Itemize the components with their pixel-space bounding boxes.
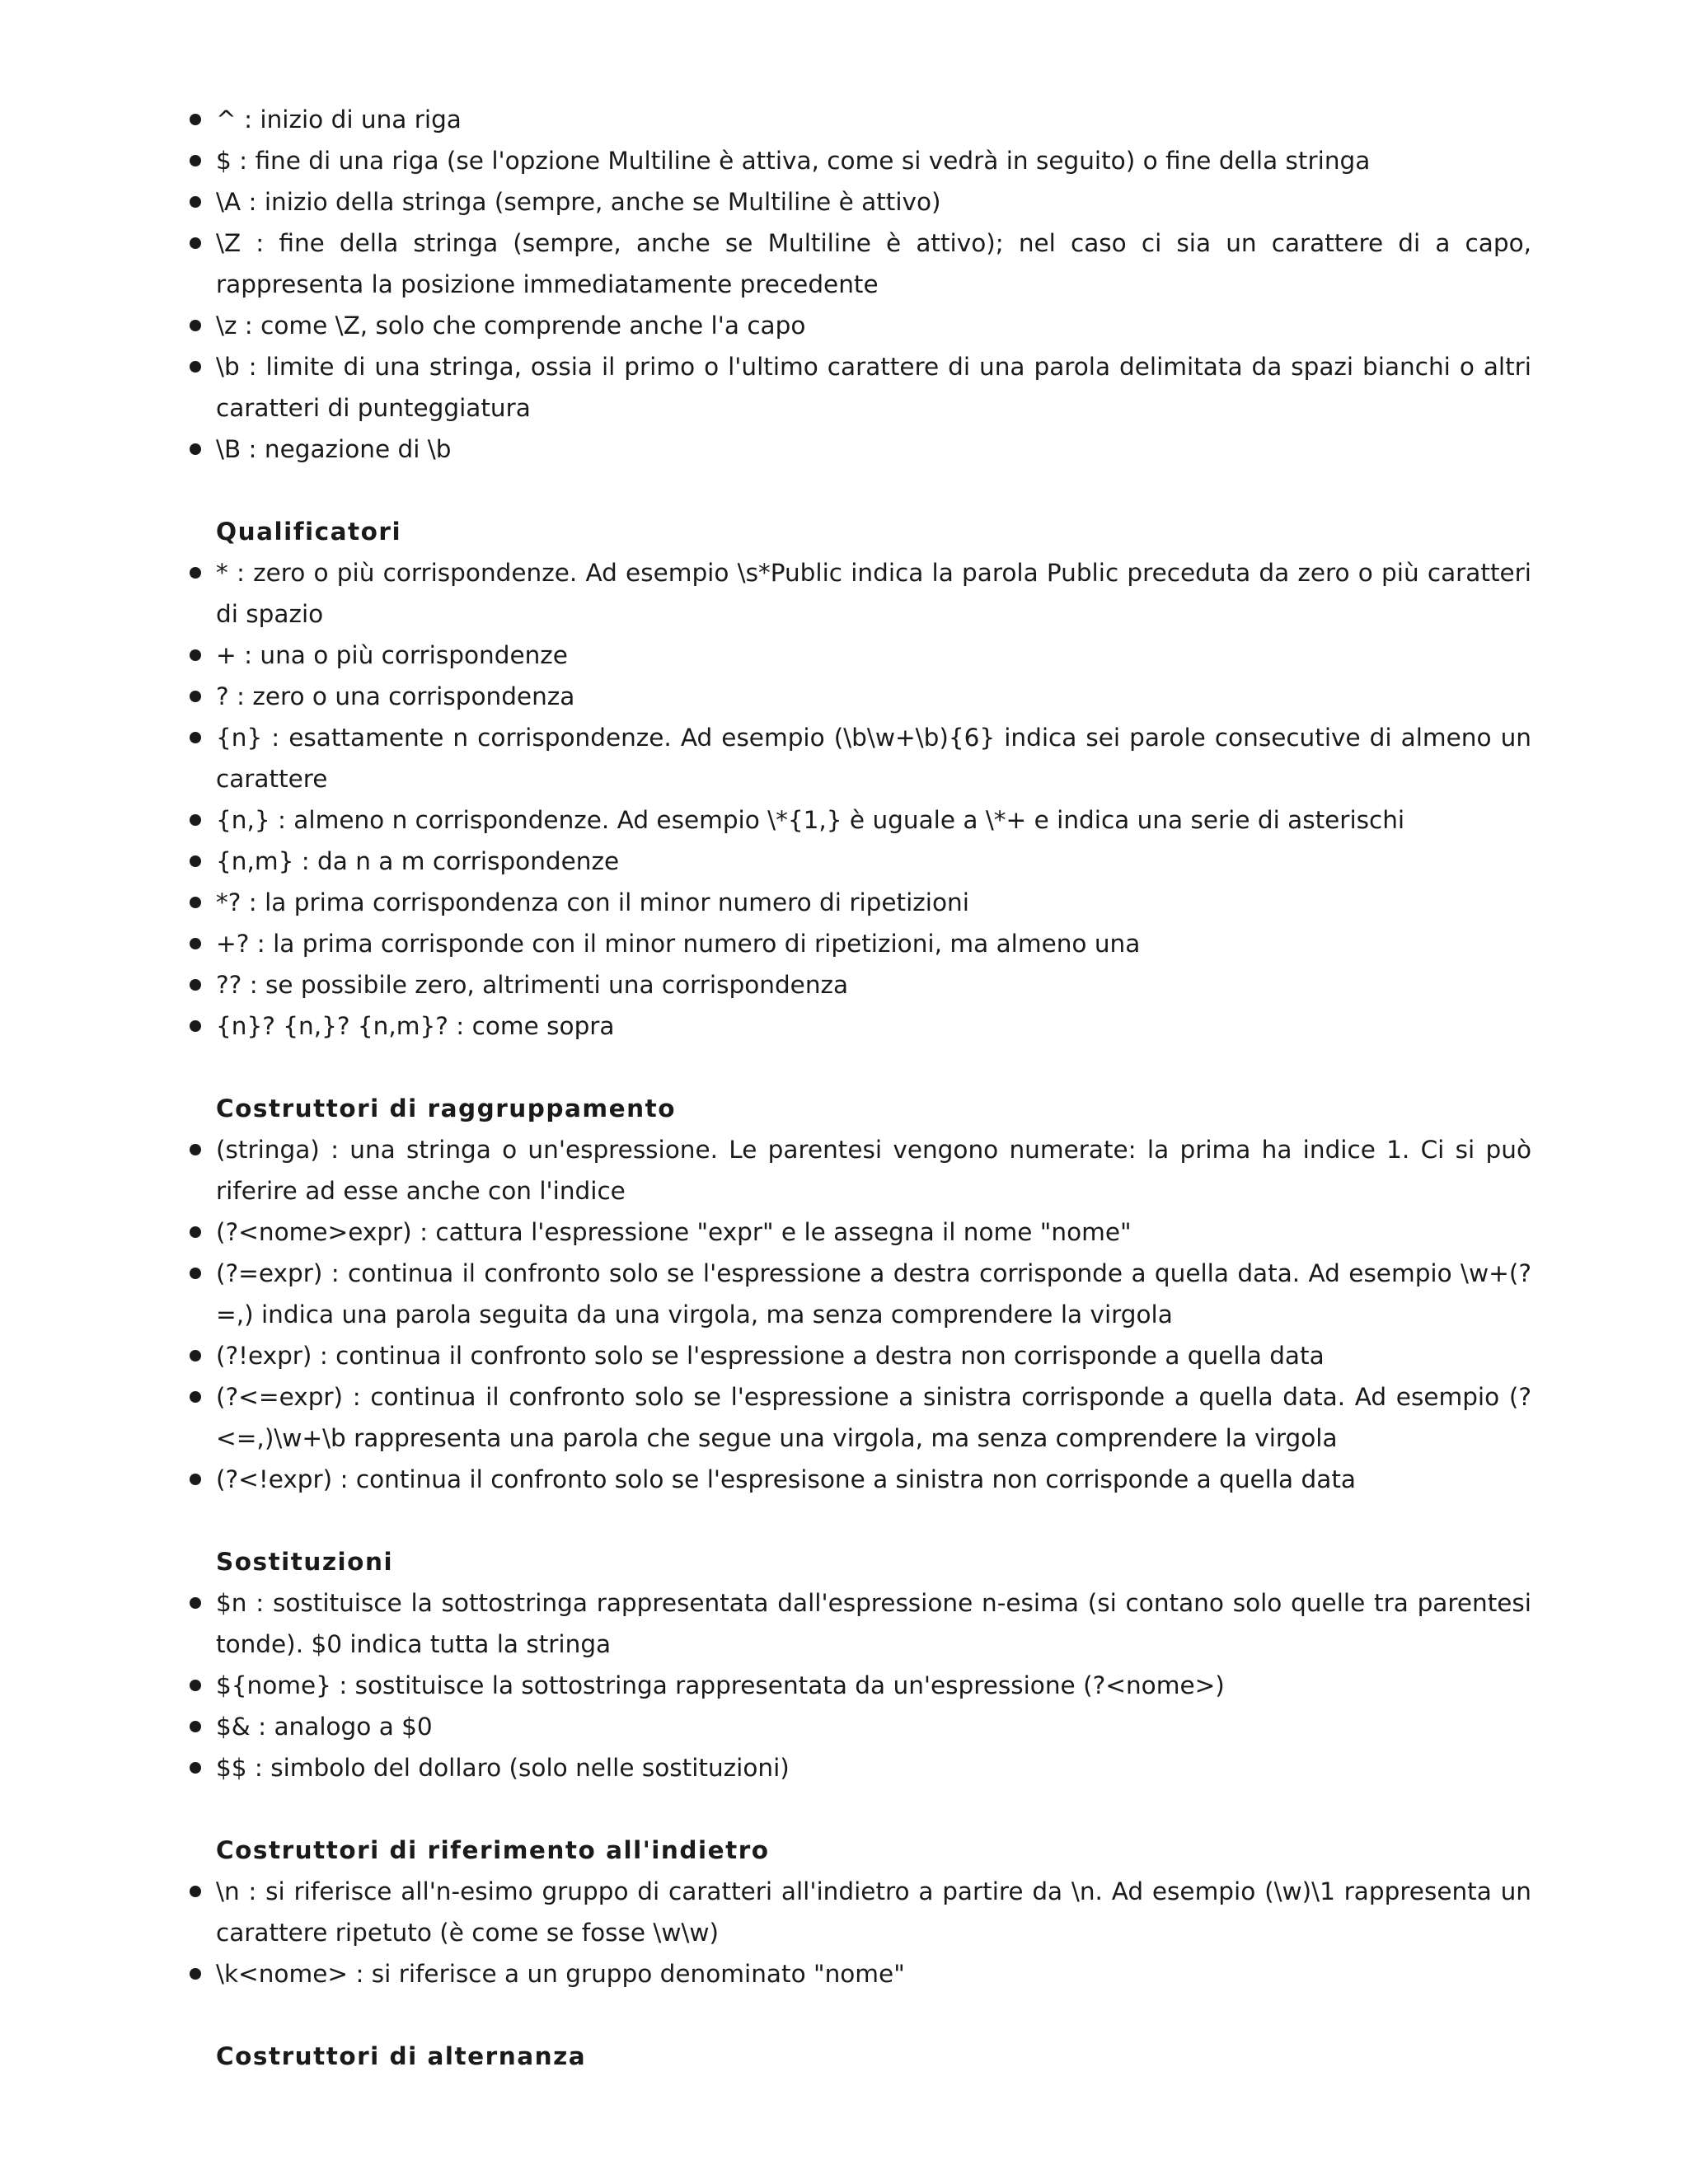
bullet-icon [190,855,201,867]
bullet-icon [190,938,201,949]
bullet-icon [190,897,201,908]
list-item-text: $& : analogo a $0 [216,1713,433,1741]
bullet-icon [190,1886,201,1897]
section-heading: Costruttori di alternanza [216,2042,587,2070]
list-item-text: \A : inizio della stringa (sempre, anche se Multiline è attivo) [216,188,941,216]
list-item [216,1953,1531,1994]
list-item-text: $n : sostituisce la sottostringa rappresentata dall'espressione n-esima (si contano solo quelle tra parentesi tonde). $0 indica tutta la stringa [216,1589,1531,1658]
list-item-text: {n,} : almeno n corrispondenze. Ad esempio \*{1,} è uguale a \*+ e indica una serie di asterischi [216,806,1405,834]
list-item-text: \B : negazione di \b [216,435,452,463]
list-item-text: ?? : se possibile zero, altrimenti una corrispondenza [216,971,849,999]
list-item-text: ? : zero o una corrispondenza [216,682,575,710]
bullet-icon [190,1762,201,1774]
bullet-icon [190,1020,201,1032]
section [216,470,1531,1047]
list-item-text: $$ : simbolo del dollaro (solo nelle sostituzioni) [216,1754,790,1782]
bullet-icon [190,155,201,166]
list-item-text: ^ : inizio di una riga [216,105,462,134]
list-item [216,140,1531,181]
list-item-text: \b : limite di una stringa, ossia il primo o l'ultimo carattere di una parola delimitata da spazi bianchi o altri caratteri di punteggiatura [216,353,1531,422]
bullet-icon [190,814,201,826]
bullet-icon [190,1226,201,1238]
bullet-icon [190,1721,201,1732]
section-heading: Sostituzioni [216,1548,394,1576]
list-item-text: {n} : esattamente n corrispondenze. Ad esempio (\b\w+\b){6} indica sei parole consecutive di almeno un carattere [216,724,1531,793]
list-item [216,552,1531,635]
bullet-icon [190,1391,201,1403]
list-item [216,181,1531,223]
bullet-icon [190,1968,201,1980]
bullet-icon [190,1474,201,1485]
list-item-text: ${nome} : sostituisce la sottostringa rappresentata da un'espressione (?<nome>) [216,1671,1225,1699]
section-spacer [216,1047,1531,1088]
list-item-text: {n,m} : da n a m corrispondenze [216,847,620,875]
list-item [216,1335,1531,1376]
list-item-text: \z : come \Z, solo che comprende anche l'a capo [216,312,806,340]
list-item-text: * : zero o più corrispondenze. Ad esempio \s*Public indica la parola Public preceduta da zero o più caratteri di spazio [216,559,1531,628]
list-item [216,964,1531,1005]
section-spacer [216,1994,1531,2036]
bullet-icon [190,114,201,125]
list-item [216,1582,1531,1665]
list-item [216,1871,1531,1953]
list-item-text: $ : fine di una riga (se l'opzione Multiline è attiva, come si vedrà in seguito) o fine della stringa [216,147,1371,175]
list-item-text: +? : la prima corrisponde con il minor numero di ripetizioni, ma almeno una [216,930,1141,958]
section-heading: Costruttori di raggruppamento [216,1094,677,1122]
list-item [216,923,1531,964]
section-heading: Costruttori di riferimento all'indietro [216,1836,770,1864]
list-item [216,882,1531,923]
section [216,99,1531,470]
bullet-icon [190,1268,201,1279]
section [216,1047,1531,1500]
list-item [216,1212,1531,1253]
list-item-text: \n : si riferisce all'n-esimo gruppo di caratteri all'indietro a partire da \n. Ad esempio (\w)\1 rappresenta un carattere ripetuto (è come se fosse \w\w) [216,1877,1531,1947]
list-item [216,429,1531,470]
list-item [216,223,1531,305]
bullet-icon [190,237,201,249]
bullet-icon [190,443,201,455]
list-item [216,635,1531,676]
document-page [216,99,1531,2077]
section [216,1500,1531,1788]
list-item-text: (?<!expr) : continua il confronto solo se l'espresisone a sinistra non corrisponde a quella data [216,1465,1356,1493]
list-item [216,1665,1531,1706]
list-item [216,99,1531,140]
section [216,1788,1531,1994]
list-item-text: (stringa) : una stringa o un'espressione. Le parentesi vengono numerate: la prima ha indice 1. Ci si può riferire ad esse anche con l'indice [216,1136,1531,1205]
bullet-icon [190,691,201,702]
bullet-icon [190,1680,201,1691]
list-item-text: (?<=expr) : continua il confronto solo se l'espressione a sinistra corrisponde a quella data. Ad esempio (?<=,)\w+\b rappresenta una parola che segue una virgola, ma senza comprendere la virgola [216,1383,1531,1452]
section-spacer [216,1500,1531,1541]
bullet-icon [190,1597,201,1609]
document-content [216,99,1531,2077]
list-item [216,1376,1531,1459]
list-item-text: (?<nome>expr) : cattura l'espressione "expr" e le assegna il nome "nome" [216,1218,1132,1246]
list-item [216,717,1531,799]
bullet-icon [190,732,201,743]
bullet-icon [190,567,201,579]
list-item [216,841,1531,882]
section-spacer [216,470,1531,511]
bullet-icon [190,361,201,373]
list-item-text: {n}? {n,}? {n,m}? : come sopra [216,1012,615,1040]
bullet-icon [190,1144,201,1155]
list-item [216,1253,1531,1335]
list-item-text: (?!expr) : continua il confronto solo se l'espressione a destra non corrisponde a quella data [216,1342,1325,1370]
bullet-icon [190,979,201,991]
list-item-text: + : una o più corrispondenze [216,641,568,669]
list-item-text: (?=expr) : continua il confronto solo se l'espressione a destra corrisponde a quella data. Ad esempio \w+(?=,) indica una parola seguita da una virgola, ma senza comprendere la virgola [216,1259,1531,1329]
list-item [216,676,1531,717]
list-item-text: *? : la prima corrispondenza con il minor numero di ripetizioni [216,888,969,916]
bullet-icon [190,196,201,208]
bullet-icon [190,320,201,331]
section-spacer [216,1788,1531,1830]
list-item [216,799,1531,841]
section-heading: Qualificatori [216,518,402,546]
list-item [216,1459,1531,1500]
list-item [216,1747,1531,1788]
list-item [216,346,1531,429]
list-item [216,305,1531,346]
list-item [216,1005,1531,1047]
list-item-text: \Z : fine della stringa (sempre, anche se Multiline è attivo); nel caso ci sia un carattere di a capo, rappresenta la posizione immediatamente precedente [216,229,1531,298]
bullet-icon [190,649,201,661]
bullet-icon [190,1350,201,1361]
list-item [216,1129,1531,1212]
list-item [216,1706,1531,1747]
section [216,1994,1531,2077]
list-item-text: \k<nome> : si riferisce a un gruppo denominato "nome" [216,1960,905,1988]
